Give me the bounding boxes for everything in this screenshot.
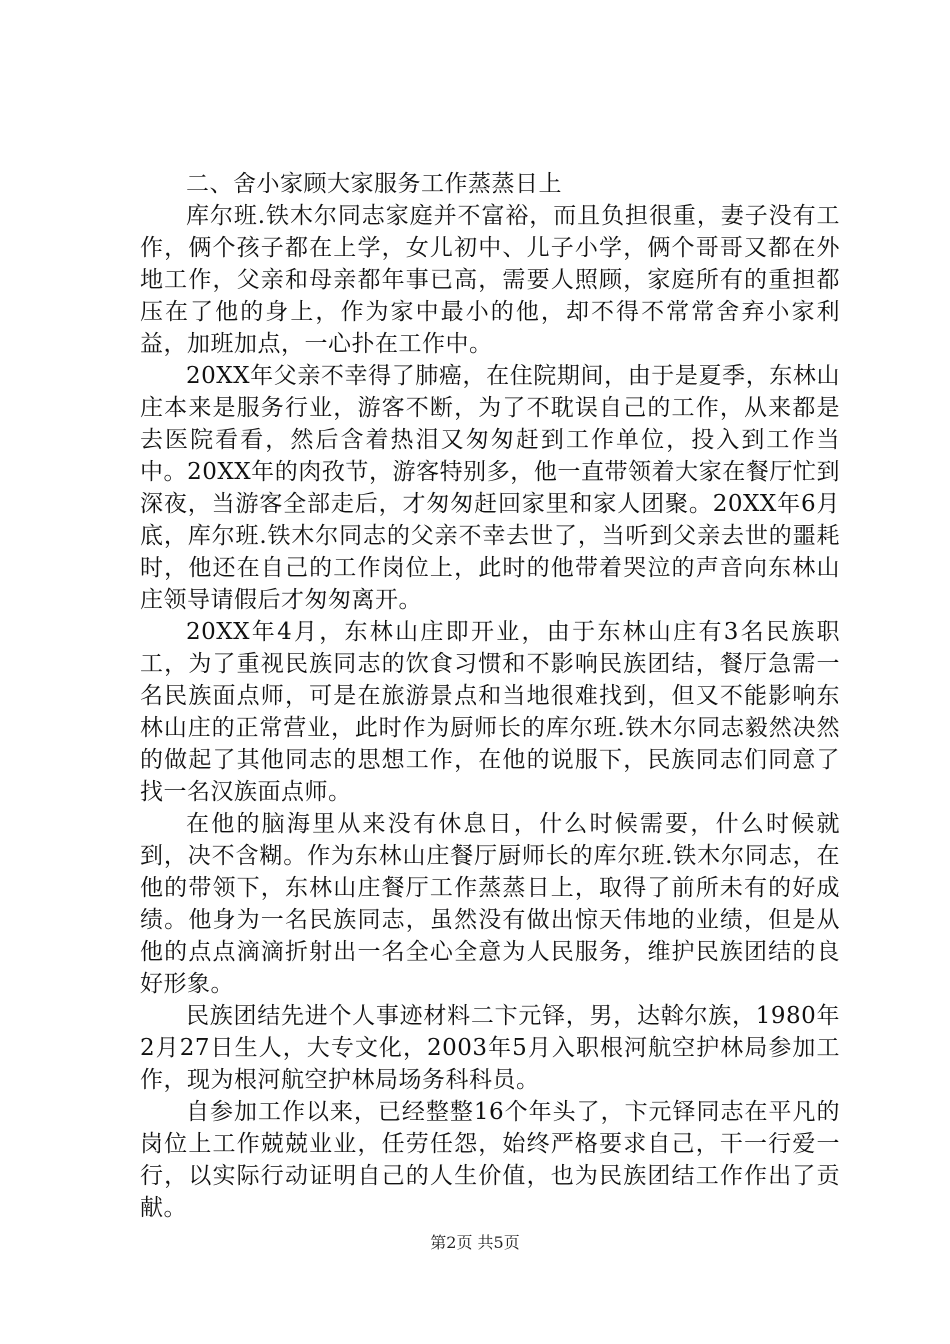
paragraph-5: 民族团结先进个人事迹材料二卞元铎，男，达斡尔族，1980年2月27日生人，大专文化，2003年5月入职根河航空护林局参加工作，现为根河航空护林局场务科科员。: [140, 1003, 840, 1093]
paragraph-3: 20XX年4月，东林山庄即开业，由于东林山庄有3名民族职工，为了重视民族同志的饮食习惯和不影响民族团结，餐厅急需一名民族面点师，可是在旅游景点和当地很难找到，但又不能影响东林山庄的正常营业，此时作为厨师长的库尔班.铁木尔同志毅然决然的做起了其他同志的思想工作，在他的说服下，民族同志们同意了找一名汉族面点师。: [140, 619, 840, 805]
section-heading: 二、舍小家顾大家服务工作蒸蒸日上: [186, 171, 562, 197]
page-number-footer: 第2页 共5页: [430, 1233, 520, 1252]
document-body: [140, 168, 840, 1224]
paragraph-2: 20XX年父亲不幸得了肺癌，在住院期间，由于是夏季，东林山庄本来是服务行业，游客不断，为了不耽误自己的工作，从来都是去医院看看，然后含着热泪又匆匆赶到工作单位，投入到工作当中。20XX年的肉孜节，游客特别多，他一直带领着大家在餐厅忙到深夜，当游客全部走后，才匆匆赶回家里和家人团聚。20XX年6月底，库尔班.铁木尔同志的父亲不幸去世了，当听到父亲去世的噩耗时，他还在自己的工作岗位上，此时的他带着哭泣的声音向东林山庄领导请假后才匆匆离开。: [140, 363, 840, 613]
paragraph-6: 自参加工作以来，已经整整16个年头了，卞元铎同志在平凡的岗位上工作兢兢业业，任劳任怨，始终严格要求自己，干一行爱一行，以实际行动证明自己的人生价值，也为民族团结工作作出了贡献。: [140, 1099, 840, 1221]
paragraph-4: 在他的脑海里从来没有休息日，什么时候需要，什么时候就到，决不含糊。作为东林山庄餐厅厨师长的库尔班.铁木尔同志，在他的带领下，东林山庄餐厅工作蒸蒸日上，取得了前所未有的好成绩。他身为一名民族同志，虽然没有做出惊天伟地的业绩，但是从他的点点滴滴折射出一名全心全意为人民服务，维护民族团结的良好形象。: [140, 811, 840, 997]
paragraph-1: 库尔班.铁木尔同志家庭并不富裕，而且负担很重，妻子没有工作，俩个孩子都在上学，女儿初中、儿子小学，俩个哥哥又都在外地工作，父亲和母亲都年事已高，需要人照顾，家庭所有的重担都压在了他的身上，作为家中最小的他，却不得不常常舍弃小家利益，加班加点，一心扑在工作中。: [140, 203, 840, 357]
